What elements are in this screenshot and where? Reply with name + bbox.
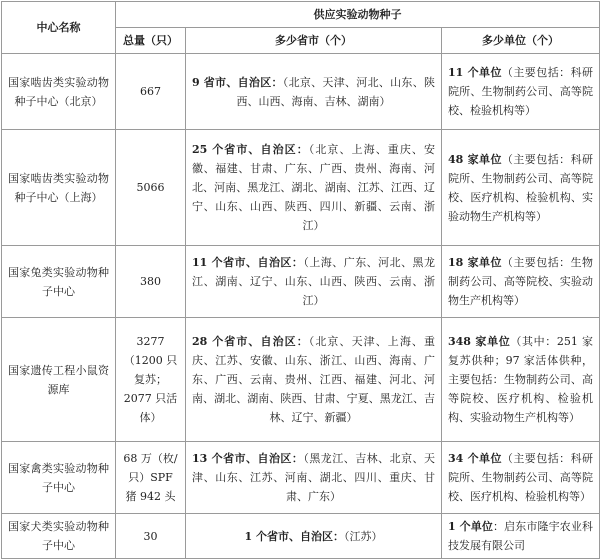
header-center-name: 中心名称 xyxy=(2,2,116,54)
center-name-cell: 国家禽类实验动物种子中心 xyxy=(2,442,116,514)
units-cell xyxy=(442,246,600,318)
provinces-cell xyxy=(186,130,442,246)
province-list: （江苏） xyxy=(343,529,383,543)
unit-count: 34 个单位 xyxy=(448,452,502,465)
units-cell xyxy=(442,318,600,442)
total-cell: 380 xyxy=(116,246,186,318)
header-provinces: 多少省市（个） xyxy=(186,28,442,54)
total-cell: 667 xyxy=(116,54,186,130)
provinces-cell xyxy=(186,514,442,559)
provinces-cell xyxy=(186,442,442,514)
center-name-cell: 国家犬类实验动物种子中心 xyxy=(2,514,116,559)
unit-count: 11 个单位 xyxy=(448,66,502,79)
center-name-cell: 国家兔类实验动物种子中心 xyxy=(2,246,116,318)
province-list: （北京、天津、上海、重庆、江苏、安徽、山东、浙江、山西、海南、广东、广西、云南、贵州、江西、福建、河北、河南、湖北、湖南、陕西、甘肃、宁夏、黑龙江、吉林、辽宁、新疆） xyxy=(192,335,435,424)
units-cell xyxy=(442,442,600,514)
table-row xyxy=(2,514,600,559)
province-list: （黑龙江、吉林、北京、天津、山东、江苏、河南、湖北、四川、重庆、甘肃、广东） xyxy=(192,452,436,503)
table-row xyxy=(2,130,600,246)
units-cell xyxy=(442,130,600,246)
province-list: （北京、上海、重庆、安徽、福建、甘肃、广东、广西、贵州、海南、河北、河南、黑龙江、湖北、湖南、江苏、江西、辽宁、山东、山西、陕西、四川、新疆、云南、浙江） xyxy=(192,143,435,232)
unit-detail: （主要包括：生物制药公司、高等院校、实验动物生产机构等） xyxy=(448,256,594,307)
unit-detail: （其中：251 家复苏供种；97 家活体供种，主要包括：生物制药公司、高等院校、医疗机构、检验机构、实验动物生产机构等） xyxy=(448,335,594,424)
provinces-cell xyxy=(186,246,442,318)
center-name-cell: 国家啮齿类实验动物种子中心（上海） xyxy=(2,130,116,246)
units-cell xyxy=(442,514,600,559)
header-supply-group: 供应实验动物种子 xyxy=(116,2,600,28)
province-count: 9 省市、自治区： xyxy=(192,75,283,89)
province-count: 28 个省市、自治区： xyxy=(192,335,309,348)
unit-detail: （主要包括：科研院所、生物制药公司、高等院校、检验机构等） xyxy=(448,66,594,117)
unit-count: 348 家单位 xyxy=(448,335,511,348)
provinces-cell xyxy=(186,54,442,130)
header-units: 多少单位（个） xyxy=(442,28,600,54)
header-total: 总量（只） xyxy=(116,28,186,54)
center-name-cell: 国家啮齿类实验动物种子中心（北京） xyxy=(2,54,116,130)
province-count: 11 个省市、自治区： xyxy=(192,256,304,269)
total-cell: 30 xyxy=(116,514,186,559)
provinces-cell xyxy=(186,318,442,442)
province-count: 1 个省市、自治区： xyxy=(244,529,344,543)
unit-detail: （主要包括：科研院所、生物制药公司、高等院校、医疗机构、检验机构等） xyxy=(448,452,594,503)
unit-count: 18 家单位 xyxy=(448,256,502,269)
table-row xyxy=(2,318,600,442)
total-cell: 5066 xyxy=(116,130,186,246)
table-row xyxy=(2,54,600,130)
total-cell: 3277（1200 只复苏；2077 只活体） xyxy=(116,318,186,442)
unit-detail: ：启东市隆宇农业科技发展有限公司 xyxy=(448,520,594,552)
province-list: （上海、广东、河北、黑龙江、湖南、辽宁、山东、山西、陕西、云南、浙江） xyxy=(192,256,436,307)
table-row xyxy=(2,442,600,514)
unit-detail: （主要包括：科研院所、生物制药公司、高等院校、医疗机构、检验机构、实验动物生产机构等） xyxy=(448,152,594,223)
table-row xyxy=(2,246,600,318)
units-cell xyxy=(442,54,600,130)
province-list: （北京、天津、河北、山东、陕西、山西、海南、吉林、湖南） xyxy=(236,75,436,108)
province-count: 13 个省市、自治区： xyxy=(192,452,304,465)
seed-supply-table xyxy=(1,1,600,559)
total-cell: 68 万（枚/只）SPF 猪 942 头 xyxy=(116,442,186,514)
center-name-cell: 国家遗传工程小鼠资源库 xyxy=(2,318,116,442)
province-count: 25 个省市、自治区： xyxy=(192,143,309,156)
unit-count: 1 个单位 xyxy=(448,520,493,533)
unit-count: 48 家单位 xyxy=(448,152,502,166)
